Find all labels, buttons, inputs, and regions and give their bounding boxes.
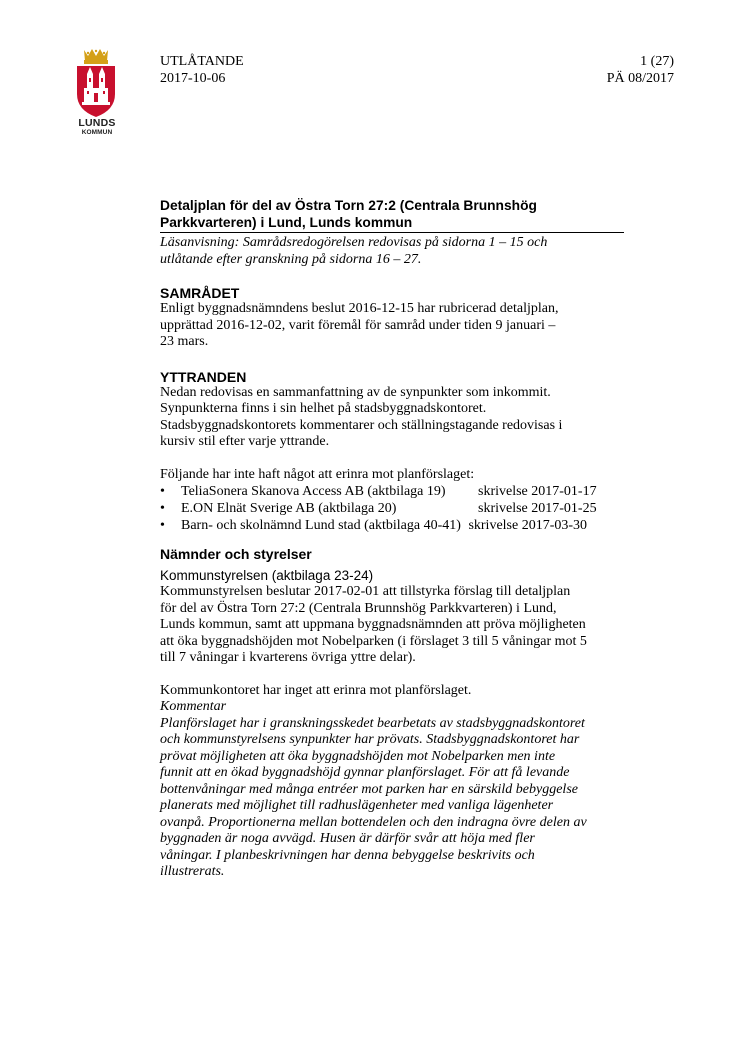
document-date: 2017-10-06 xyxy=(160,71,226,86)
kommunstyrelsen-text xyxy=(160,584,624,667)
text-line: Nedan redovisas en sammanfattning av de synpunkter som inkommit. xyxy=(160,384,551,400)
text-line: planerats med möjlighet till radhuslägenheter med vanliga lägenheter xyxy=(160,798,554,813)
text-line: illustrerats. xyxy=(160,864,225,879)
text-line: för del av Östra Torn 27:2 (Centrala Brunnshög Parkkvarteren) i Lund, xyxy=(160,600,557,616)
text-line: Kommunstyrelsen beslutar 2017-02-01 att tillstyrka förslag till detaljplan xyxy=(160,584,571,599)
text-line: Lunds kommun, samt att uppmana byggnadsnämnden att pröva möjligheten xyxy=(160,617,586,632)
samradet-text xyxy=(160,301,624,351)
no-objection-intro: Följande har inte haft något att erinra mot planförslaget: xyxy=(160,466,475,482)
list-item xyxy=(160,517,624,534)
header-right xyxy=(607,53,674,87)
subheading-kommunstyrelsen: Kommunstyrelsen (aktbilaga 23-24) xyxy=(160,568,374,583)
reading-line: utlåtande efter granskning på sidorna 16 – 27. xyxy=(160,251,422,267)
text-line: prövat möjligheten att öka byggnadshöjden mot Nobelparken men inte xyxy=(160,748,556,764)
title-line: Detaljplan för del av Östra Torn 27:2 (Centrala Brunnshög xyxy=(160,198,537,213)
organisation: TeliaSonera Skanova Access AB (aktbilaga 19) xyxy=(181,484,446,499)
bullet: • xyxy=(160,518,165,533)
logo-line-1: LUNDS xyxy=(78,117,116,129)
text-line: och kommunstyrelsens synpunkter har prövats. Stadsbyggnadskontoret har xyxy=(160,732,580,747)
section-heading-samradet: SAMRÅDET xyxy=(160,285,240,301)
text-line: bottenvåningar med många entréer mot parken har en särskild bebyggelse xyxy=(160,781,578,797)
text-line: att öka byggnadshöjden mot Nobelparken (i förslaget 3 till 5 våningar mot 5 xyxy=(160,633,587,649)
list-item xyxy=(160,483,624,500)
kommunkontoret-text: Kommunkontoret har inget att erinra mot planförslaget. xyxy=(160,682,472,698)
text-line: kursiv stil efter varje yttrande. xyxy=(160,434,330,449)
text-line: Stadsbyggnadskontorets kommentarer och ställningstagande redovisas i xyxy=(160,417,563,433)
section-heading-namnder: Nämnder och styrelser xyxy=(160,546,312,562)
text-line: ovanpå. Proportionerna mellan bottendelen och den indragna övre delen av xyxy=(160,814,587,830)
logo-line-2: KOMMUN xyxy=(81,129,113,136)
reading-instructions xyxy=(160,235,624,268)
text-line: Enligt byggnadsnämndens beslut 2016-12-15 har rubricerad detaljplan, xyxy=(160,301,559,316)
bullet: • xyxy=(160,484,165,499)
text-line: Synpunkterna finns i sin helhet på stadsbyggnadskontoret. xyxy=(160,401,487,416)
text-line: till 7 våningar i kvarterens övriga yttre delar). xyxy=(160,650,416,665)
organisation: E.ON Elnät Sverige AB (aktbilaga 20) xyxy=(181,501,397,516)
title-line: Parkkvarteren) i Lund, Lunds kommun xyxy=(160,214,413,230)
text-line: Planförslaget har i granskningsskedet bearbetats av stadsbyggnadskontoret xyxy=(160,715,585,731)
letter-date: skrivelse 2017-03-30 xyxy=(468,518,588,533)
letter-date: skrivelse 2017-01-25 xyxy=(478,501,597,516)
text-line: funnit att en ökad byggnadshöjd gynnar planförslaget. För att få levande xyxy=(160,765,570,780)
text-line: 23 mars. xyxy=(160,334,209,349)
document-title xyxy=(160,198,624,231)
header-left xyxy=(160,53,244,87)
organisation: Barn- och skolnämnd Lund stad (aktbilaga 40-41) xyxy=(181,518,461,533)
page-number: 1 (27) xyxy=(640,54,674,69)
main-content xyxy=(160,198,624,881)
text-line: byggnaden är noga avvägd. Husen är därför svår att höja med fler xyxy=(160,831,535,846)
kommentar-label: Kommentar xyxy=(160,699,227,714)
logo-wordmark xyxy=(74,118,120,138)
case-reference: PÄ 08/2017 xyxy=(606,71,674,86)
reading-line: Läsanvisning: Samrådsredogörelsen redovisas på sidorna 1 – 15 och xyxy=(160,235,548,250)
letter-date: skrivelse 2017-01-17 xyxy=(478,484,597,499)
yttranden-text xyxy=(160,385,624,451)
document-type: UTLÅTANDE xyxy=(160,54,244,69)
text-line: upprättad 2016-12-02, varit föremål för samråd under tiden 9 januari – xyxy=(160,317,556,333)
text-line: våningar. I planbeskrivningen har denna bebyggelse beskrivits och xyxy=(160,847,535,863)
kommentar-text xyxy=(160,716,624,881)
coat-of-arms-icon xyxy=(74,48,118,118)
section-heading-yttranden: YTTRANDEN xyxy=(160,368,247,385)
list-item xyxy=(160,500,624,517)
title-divider xyxy=(160,232,624,233)
no-objection-list xyxy=(160,483,624,534)
bullet: • xyxy=(160,501,165,516)
